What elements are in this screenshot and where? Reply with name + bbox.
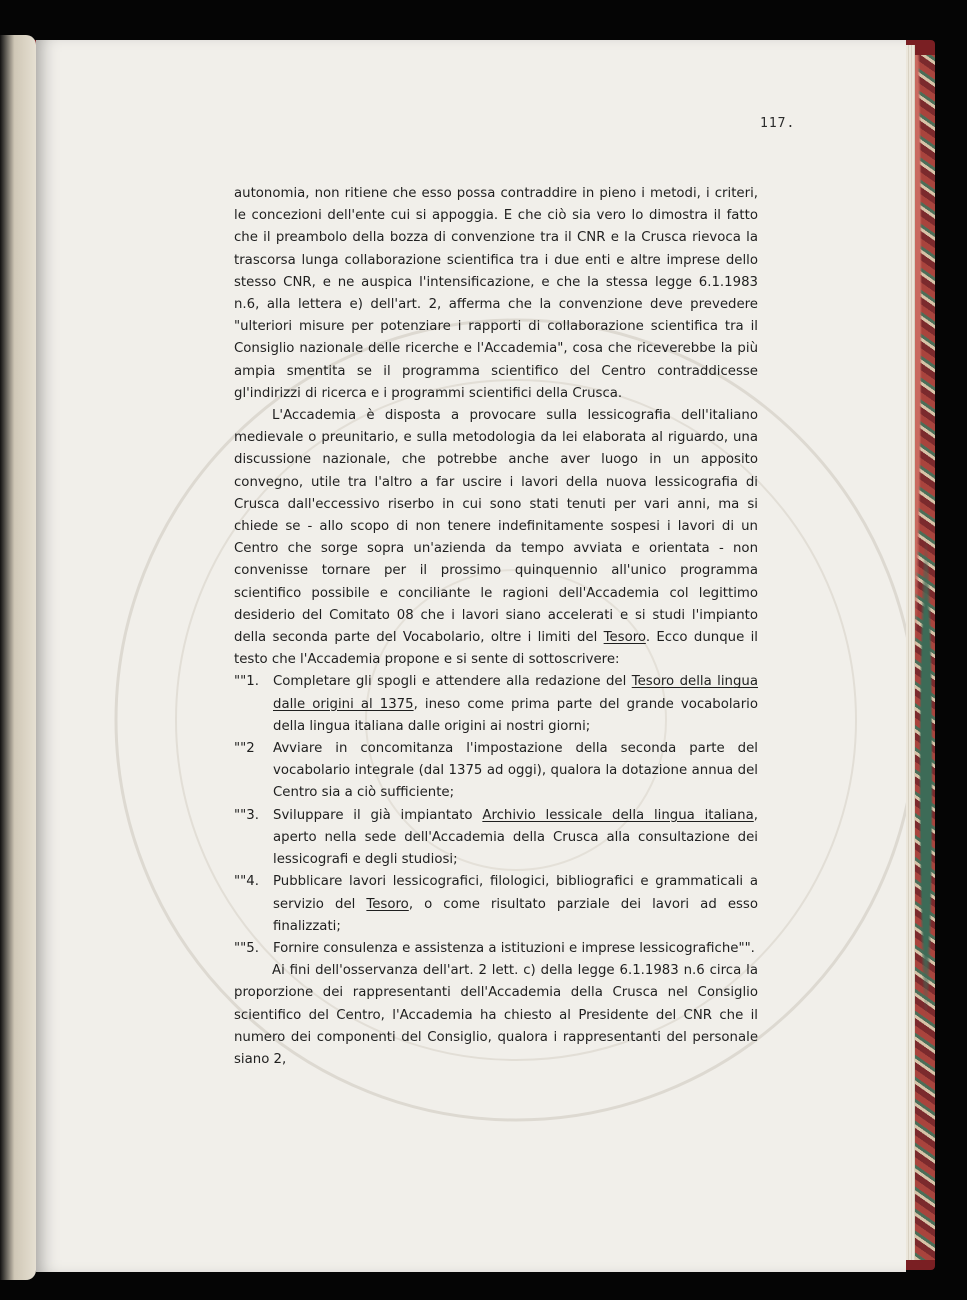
body-text [234,183,758,1071]
list-item: ""1. Completare gli spogli e attendere alla redazione del Tesoro della lingua dalle origini al 1375, ineso come prima parte del grande vocabolario della lingua italiana dalle origini ai nostri giorni; [234,671,758,738]
tesoro-title: Tesoro [603,630,646,646]
paragraph-accademia-end: . Ecco dunque il testo che l'Accademia propone e si sente di sottoscrivere: [234,630,758,668]
list-marker: ""3. [234,807,259,823]
list-item: ""5. Fornire consulenza e assistenza a istituzioni e imprese lessicografiche"". [234,938,758,960]
title-underlined: Tesoro [366,896,409,912]
list-item: ""4. Pubblicare lavori lessicografici, filologici, bibliografici e grammaticali a servizio del Tesoro, o come risultato parziale dei lavori ad esso finalizzati; [234,871,758,938]
page-number: 117. [760,116,796,131]
list-item: ""3. Sviluppare il già impiantato Archivio lessicale della lingua italiana, aperto nella sede dell'Accademia della Crusca alla consultazione dei lessicografi e degli studiosi; [234,805,758,872]
title-underlined: Archivio lessicale della lingua italiana [482,807,754,823]
paragraph-accademia [234,405,758,671]
list-marker: ""2 [234,741,255,757]
paragraph-ai-fini: Ai fini dell'osservanza dell'art. 2 lett. c) della legge 6.1.1983 n.6 circa la proporzione dei rappresentanti dell'Accademia della Crusca nel Consiglio scientifico del Centro, l'Accademia ha chiesto al Presidente del CNR che il numero dei componenti del Consiglio, qualora i rappresentanti del personale siano 2, [234,963,758,1067]
list-marker: ""1. [234,674,259,690]
title-underlined: Tesoro della lingua dalle origini al 1375 [273,674,759,712]
list-item: ""2 Avviare in concomitanza l'impostazione della seconda parte del vocabolario integrale (dal 1375 ad oggi), qualora la dotazione annua del Centro sia a ciò sufficiente; [234,738,758,805]
paragraph-autonomia: autonomia, non ritiene che esso possa contraddire in pieno i metodi, i criteri, le concezioni dell'ente cui si appoggia. E che ciò sia vero lo dimostra il fatto che il preambolo della bozza di convenzione tra il CNR e la Crusca rievoca la trascorsa lunga collaborazione scientifica tra i due enti e altre imprese dello stesso CNR, e ne auspica l'intensificazione, e che la stessa legge 6.1.1983 n.6, alla lettera e) dell'art. 2, afferma che la convenzione deve prevedere "ulteriori misure per potenziare i rapporti di collaborazione scientifica tra il Consiglio nazionale delle ricerche e l'Accademia", cosa che riceverebbe la più ampia smentita se il programma scientifico del Centro contraddicesse gl'indirizzi di ricerca e i programmi scientifici della Crusca. [234,186,758,401]
facing-page [0,35,36,1280]
list-marker: ""4. [234,874,259,890]
paragraph-accademia-text: L'Accademia è disposta a provocare sulla lessicografia dell'italiano medievale o preunitario, e sulla metodologia da lei elaborata al riguardo, una discussione nazionale, che potrebbe anche aver luogo in un apposito convegno, utile tra l'altro a far uscire i lavori della nuova lessicografia di Crusca dall'eccessivo riserbo in cui sono stati tenuti per vari anni, ma si chiede se - allo scopo di non tenere indefinitamente sospesi i lavori di un Centro che sorge sopra un'azienda da tempo avviata e orientata - non convenisse tornare per il prossimo quinquennio all'unico programma scientifico possibile e conciliante le ragioni dell'Accademia col legittimo desiderio del Comitato 08 che i lavori siano accelerati e si studi l'impianto della seconda parte del Vocabolario, oltre i limiti del [234,408,758,646]
list-marker: ""5. [234,940,259,956]
program-list [234,671,758,960]
